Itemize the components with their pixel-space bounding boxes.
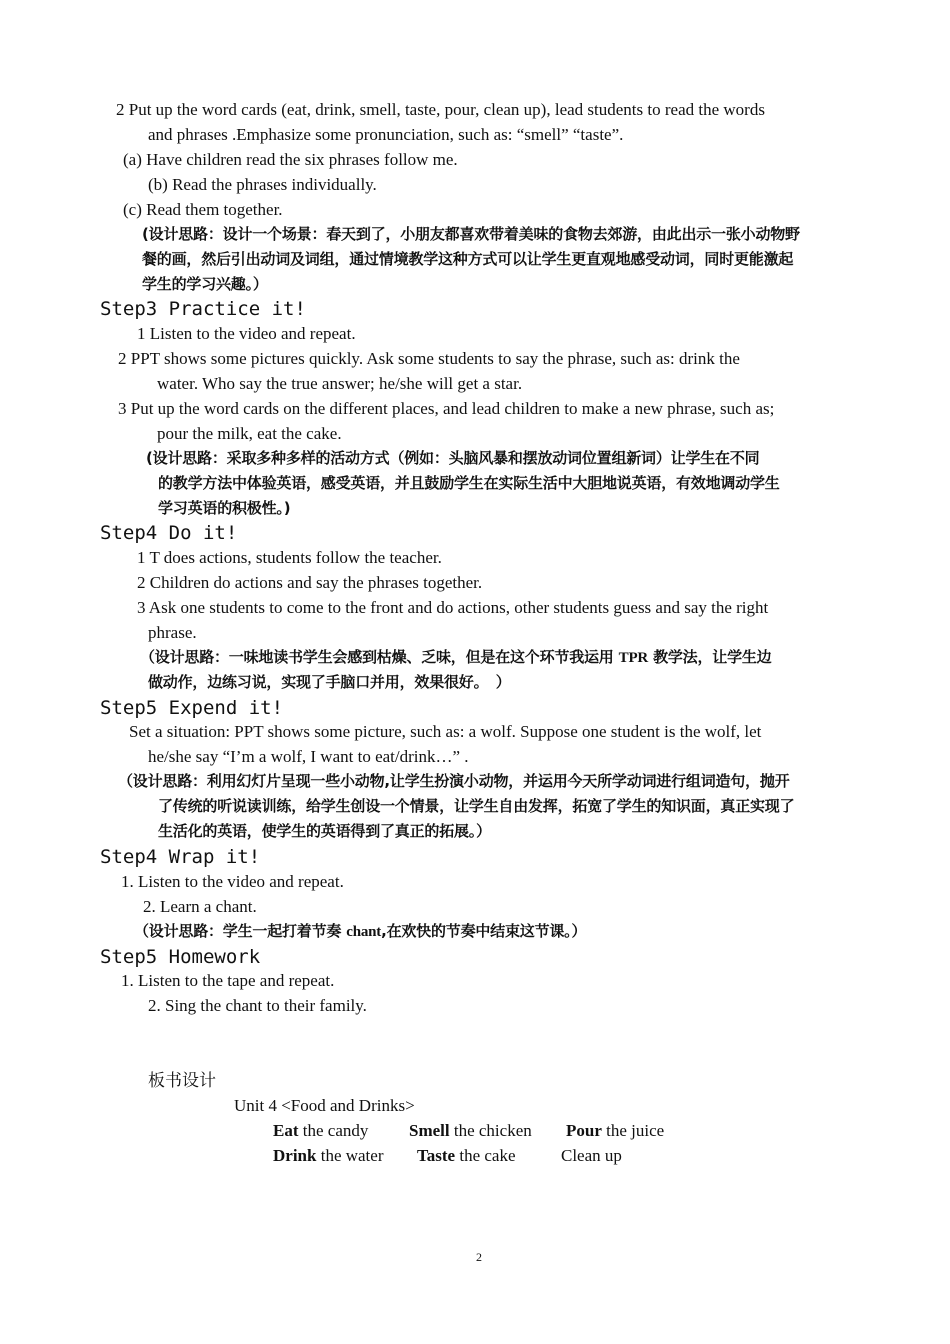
- design-note: (设计思路：设计一个场景：春天到了，小朋友都喜欢带着美味的食物去郊游，由此出示一张小动物野: [142, 225, 800, 243]
- instruction-line: 2. Learn a chant.: [143, 897, 257, 916]
- step-heading: Step4 Wrap it!: [100, 846, 261, 868]
- board-phrase: Drink the water: [273, 1146, 384, 1165]
- instruction-line: 2. Sing the chant to their family.: [148, 996, 367, 1015]
- instruction-line: pour the milk, eat the cake.: [157, 424, 342, 443]
- board-phrase: Pour the juice: [566, 1121, 665, 1140]
- design-note: 了传统的听说读训练，给学生创设一个情景，让学生自由发挥，拓宽了学生的知识面，真正实现了: [158, 797, 795, 815]
- page-number: 2: [476, 1250, 482, 1264]
- instruction-line: water. Who say the true answer; he/she will get a star.: [157, 374, 523, 393]
- instruction-line: and phrases .Emphasize some pronunciation, such as: “smell” “taste”.: [148, 125, 624, 144]
- design-note: 做动作，边练习说，实现了手脑口并用，效果很好。 ）: [148, 673, 511, 691]
- board-phrase: Clean up: [561, 1146, 622, 1165]
- design-note: 生活化的英语，使学生的英语得到了真正的拓展。）: [158, 822, 491, 840]
- instruction-line: (b) Read the phrases individually.: [148, 175, 377, 194]
- design-note: 学生的学习兴趣。）: [142, 275, 268, 293]
- step-heading: Step3 Practice it!: [100, 298, 306, 320]
- instruction-line: (a) Have children read the six phrases follow me.: [123, 150, 458, 169]
- design-note: （设计思路：一味地读书学生会感到枯燥、乏味，但是在这个环节我运用 TPR 教学法，让学生边: [140, 648, 772, 666]
- design-note: (设计思路：采取多种多样的活动方式（例如：头脑风暴和摆放动词位置组新词）让学生在不同: [146, 449, 760, 467]
- board-phrase: Taste the cake: [417, 1146, 516, 1165]
- instruction-line: phrase.: [148, 623, 197, 642]
- instruction-line: 1 T does actions, students follow the teacher.: [137, 548, 442, 567]
- instruction-line: 1. Listen to the tape and repeat.: [121, 971, 335, 990]
- design-note: 餐的画，然后引出动词及词组，通过情境教学这种方式可以让学生更直观地感受动词，同时更能激起: [142, 250, 794, 268]
- instruction-line: 2 Put up the word cards (eat, drink, smell, taste, pour, clean up), lead students to read the words: [116, 100, 765, 119]
- design-note: 学习英语的积极性。): [158, 499, 291, 517]
- instruction-line: 1. Listen to the video and repeat.: [121, 872, 344, 891]
- design-note: （设计思路：利用幻灯片呈现一些小动物,让学生扮演小动物，并运用今天所学动词进行组词造句，抛开: [118, 772, 790, 790]
- instruction-line: Set a situation: PPT shows some picture, such as: a wolf. Suppose one student is the wolf, let: [129, 722, 762, 741]
- design-note: 的教学方法中体验英语，感受英语，并且鼓励学生在实际生活中大胆地说英语，有效地调动学生: [158, 474, 780, 492]
- design-note: （设计思路：学生一起打着节奏 chant,在欢快的节奏中结束这节课。）: [134, 922, 587, 940]
- instruction-line: 1 Listen to the video and repeat.: [137, 324, 356, 343]
- instruction-line: (c) Read them together.: [123, 200, 283, 219]
- board-design-title: 板书设计: [148, 1071, 216, 1091]
- instruction-line: he/she say “I’m a wolf, I want to eat/drink…” .: [148, 747, 469, 766]
- instruction-line: 2 Children do actions and say the phrases together.: [137, 573, 483, 592]
- instruction-line: 3 Ask one students to come to the front and do actions, other students guess and say the right: [137, 598, 769, 617]
- board-unit-title: Unit 4 <Food and Drinks>: [234, 1096, 415, 1115]
- board-phrase: Smell the chicken: [409, 1121, 532, 1140]
- step-heading: Step5 Homework: [100, 946, 261, 968]
- instruction-line: 3 Put up the word cards on the different places, and lead children to make a new phrase, such as;: [118, 399, 775, 418]
- board-phrase: Eat the candy: [273, 1121, 369, 1140]
- step-heading: Step5 Expend it!: [100, 697, 284, 719]
- step-heading: Step4 Do it!: [100, 522, 238, 544]
- instruction-line: 2 PPT shows some pictures quickly. Ask some students to say the phrase, such as: drink the: [118, 349, 740, 368]
